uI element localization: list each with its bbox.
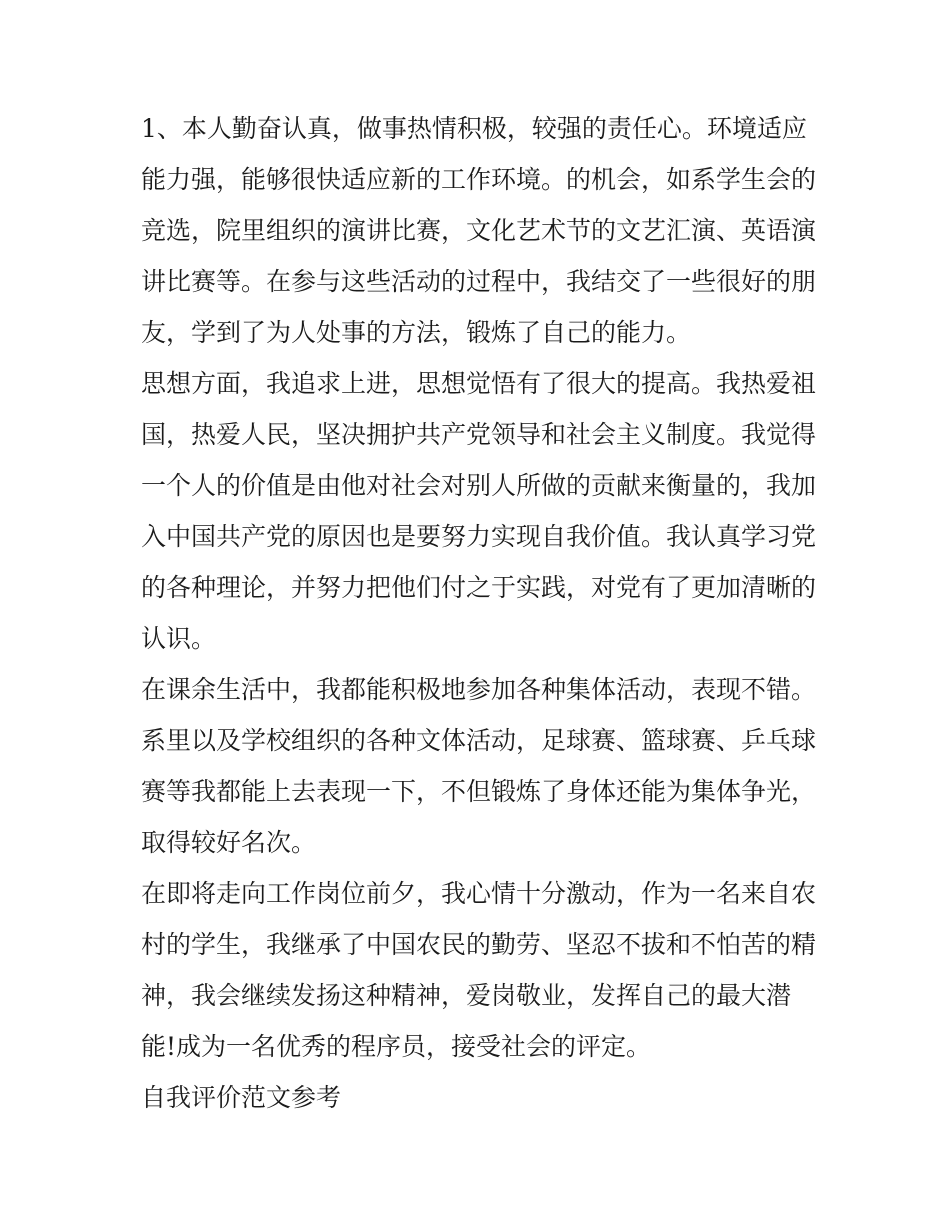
text-line: 能力强，能够很快适应新的工作环境。的机会，如系学生会的 [141,165,817,194]
heading-line: 自我评价范文参考 [141,1083,342,1112]
text-line: 系里以及学校组织的各种文体活动，足球赛、篮球赛、乒乓球 [141,726,817,755]
text-line: 入中国共产党的原因也是要努力实现自我价值。我认真学习党 [141,522,817,551]
text-line: 在即将走向工作岗位前夕，我心情十分激动，作为一名来自农 [141,879,817,908]
text-line: 取得较好名次。 [141,828,317,857]
paragraph-career-outlook [141,868,817,1072]
text-line: 国，热爱人民，坚决拥护共产党领导和社会主义制度。我觉得 [141,420,817,449]
text-line: 讲比赛等。在参与这些活动的过程中，我结交了一些很好的朋 [141,267,817,296]
text-line: 在课余生活中，我都能积极地参加各种集体活动，表现不错。 [141,675,817,704]
text-line: 的各种理论，并努力把他们付之于实践，对党有了更加清晰的 [141,573,817,602]
text-line: 友，学到了为人处事的方法，锻炼了自己的能力。 [141,318,692,347]
text-line: 竞选，院里组织的演讲比赛，文化艺术节的文艺汇演、英语演 [141,216,817,245]
text-line: 赛等我都能上去表现一下，不但锻炼了身体还能为集体争光， [141,777,817,806]
text-line: 思想方面，我追求上进，思想觉悟有了很大的提高。我热爱祖 [141,369,817,398]
section-heading [141,1072,813,1123]
paragraph-extracurricular [141,664,817,868]
text-line: 认识。 [141,624,217,653]
text-line: 1、本人勤奋认真，做事热情积极，较强的责任心。环境适应 [141,114,807,143]
text-line: 能!成为一名优秀的程序员，接受社会的评定。 [141,1032,652,1061]
paragraph-personal-qualities [141,103,817,358]
text-line: 村的学生，我继承了中国农民的勤劳、坚忍不拔和不怕苦的精 [141,930,817,959]
text-line: 神，我会继续发扬这种精神，爱岗敬业，发挥自己的最大潜 [141,981,792,1010]
paragraph-ideology [141,358,817,664]
document-body [141,103,817,1123]
text-line: 一个人的价值是由他对社会对别人所做的贡献来衡量的，我加 [141,471,817,500]
